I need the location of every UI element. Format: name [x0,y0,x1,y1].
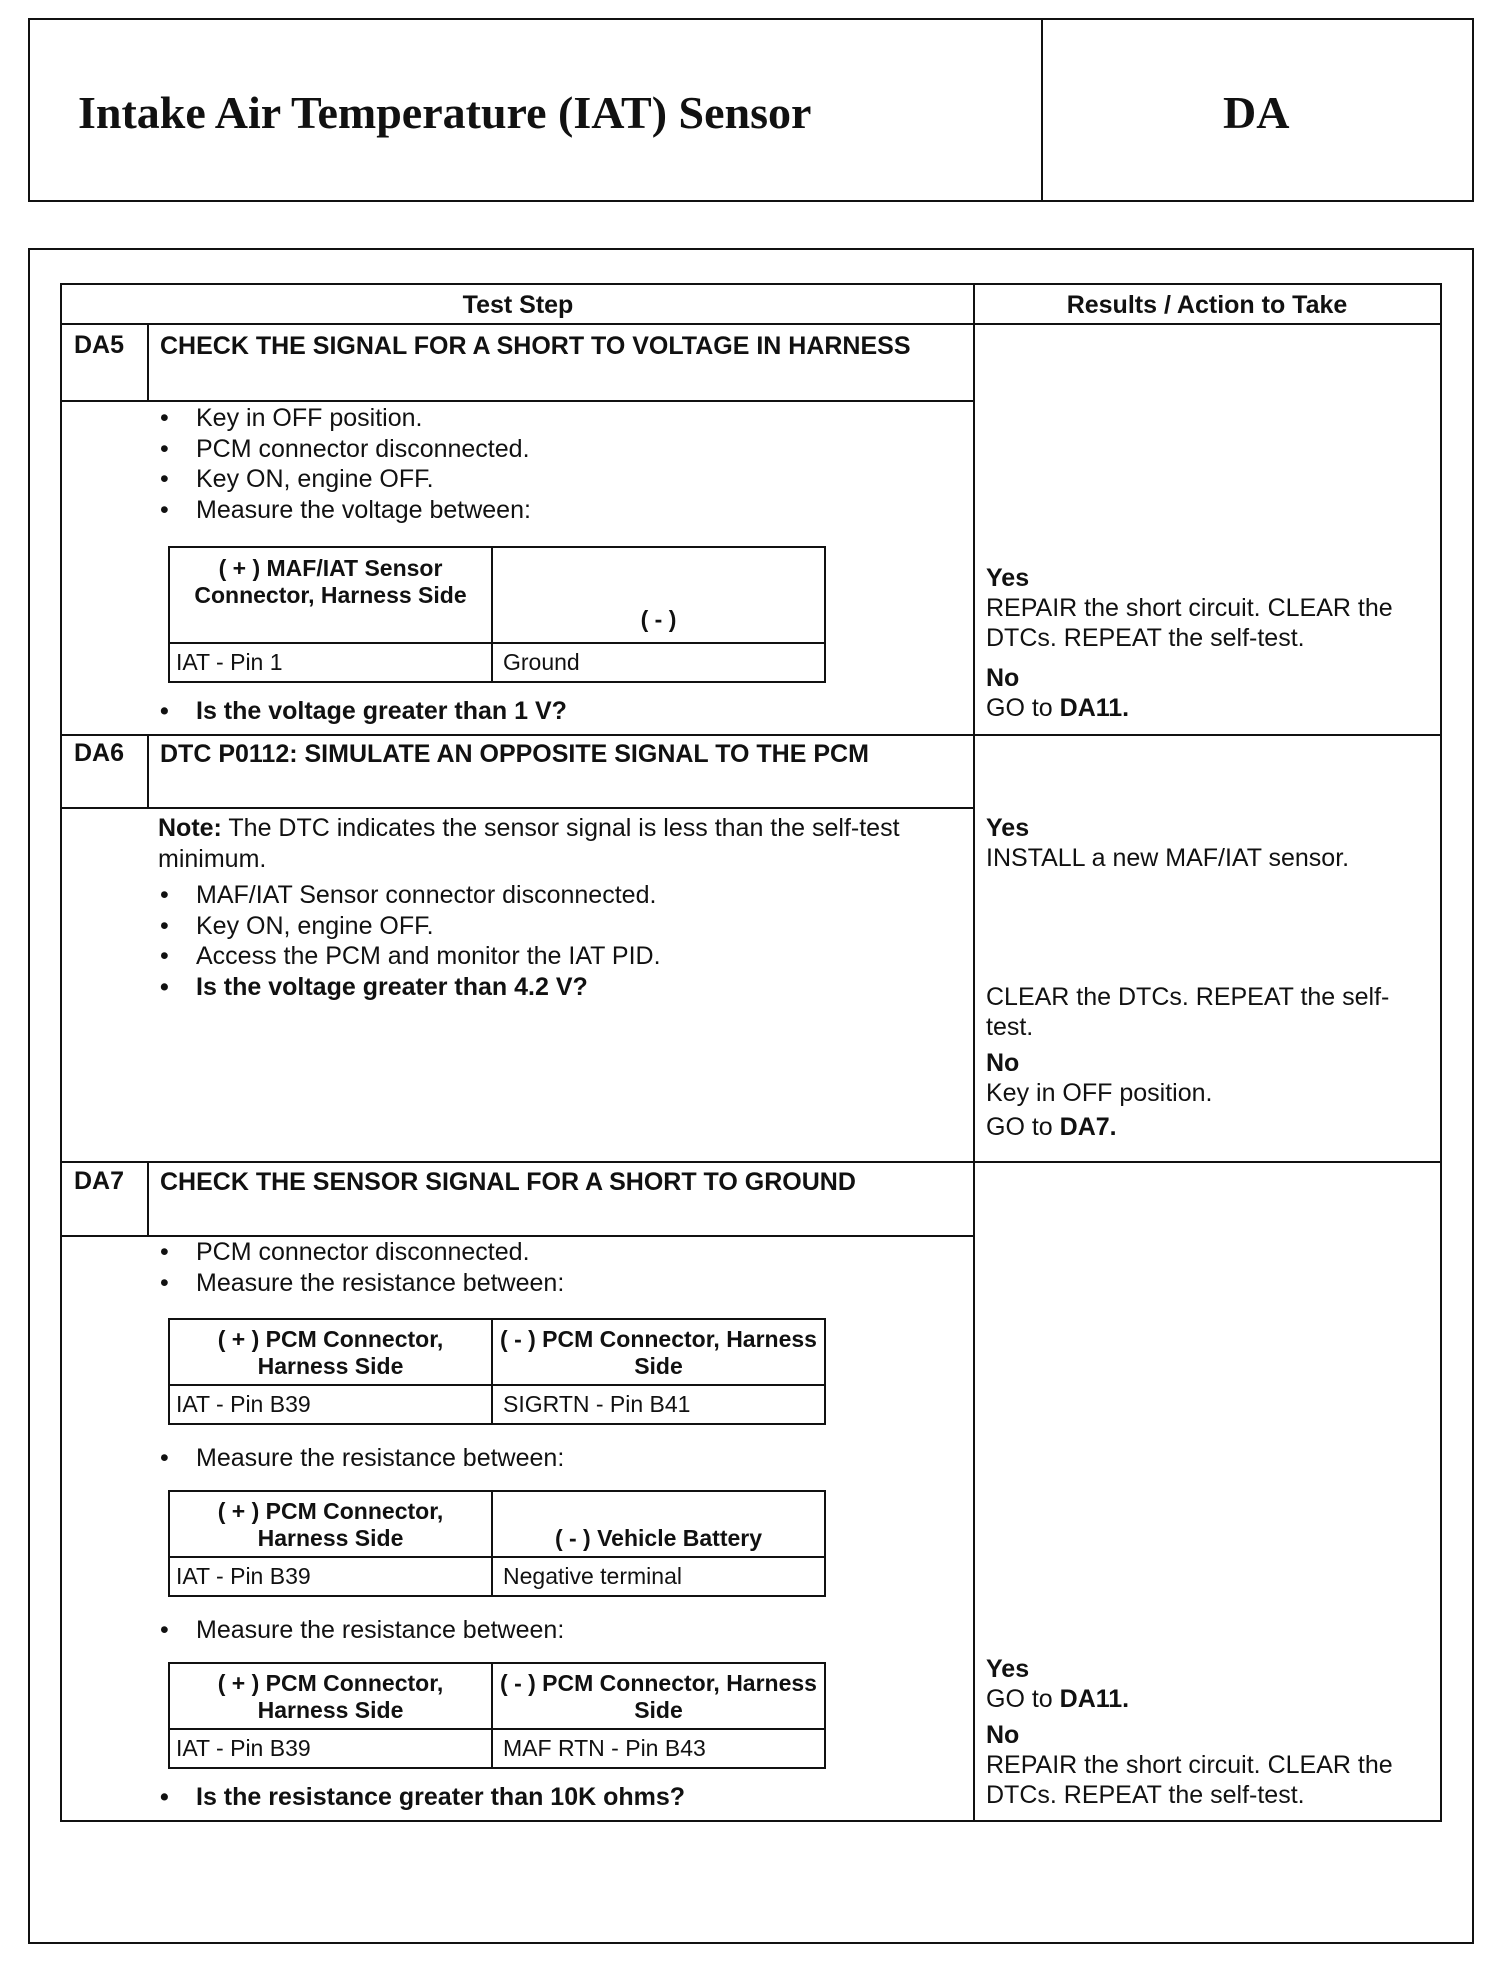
result-no-action [986,693,1406,723]
result-no-label: No [986,1721,1020,1749]
list-item: • PCM connector disconnected. [154,434,531,465]
id-divider [147,1161,149,1235]
question: • Is the resistance greater than 10K ohms? [154,1782,685,1813]
measurement-table [168,546,826,683]
result-no-ref: DA7. [1059,1113,1117,1141]
meas-header-positive: ( + ) PCM Connector, Harness Side [170,1664,493,1728]
meas-cell-negative: Ground [503,649,580,675]
step-da6-results [986,813,1406,873]
section-code: DA [1223,87,1290,138]
step-id: DA5 [74,331,125,359]
step-da5-question [154,696,567,727]
note-text: The DTC indicates the sensor signal is less than the self-test minimum. [158,814,900,873]
step-da5-bullets [154,403,531,525]
list-item: • MAF/IAT Sensor connector disconnected. [154,880,661,911]
result-no-text: Key in OFF position. [986,1079,1213,1107]
list-item: • Key ON, engine OFF. [154,911,661,942]
step-id: DA6 [74,739,125,767]
measurement-table [168,1662,826,1769]
step-da6-bullets [154,880,661,1002]
list-item: • PCM connector disconnected. [154,1237,564,1268]
result-no-label: No [986,664,1020,692]
step-title: CHECK THE SIGNAL FOR A SHORT TO VOLTAGE IN HARNESS [160,332,911,360]
step-da5-results [986,563,1406,723]
meas-header-positive: ( + ) MAF/IAT Sensor Connector, Harness Side [170,548,493,642]
page-title: Intake Air Temperature (IAT) Sensor [78,87,812,138]
step-separator [62,1161,1440,1163]
meas-header-negative: ( - ) Vehicle Battery [554,1525,763,1551]
meas-header-positive: ( + ) PCM Connector, Harness Side [170,1320,493,1384]
meas-header-negative: ( - ) PCM Connector, Harness Side [500,1326,817,1379]
meas-cell-positive: IAT - Pin B39 [170,1386,493,1423]
col-header-results: Results / Action to Take [974,285,1440,325]
meas-cell-positive: IAT - Pin B39 [170,1558,493,1595]
measurement-table [168,1318,826,1425]
list-item: • Key ON, engine OFF. [154,464,531,495]
step-da7-measure-2 [154,1443,564,1474]
result-no-text: REPAIR the short circuit. CLEAR the DTCs. REPEAT the self-test. [986,1751,1393,1809]
meas-cell-positive: IAT - Pin B39 [170,1730,493,1767]
meas-cell-positive: IAT - Pin 1 [170,644,493,681]
result-yes-ref: DA11. [1059,1685,1130,1713]
step-title: CHECK THE SENSOR SIGNAL FOR A SHORT TO GROUND [160,1168,856,1196]
step-da7-bullets [154,1237,564,1298]
step-id: DA7 [74,1167,125,1195]
meas-cell-negative: MAF RTN - Pin B43 [503,1735,706,1761]
result-no-label: No [986,1049,1020,1077]
list-item: • Measure the voltage between: [154,495,531,526]
step-da6-results-cont [986,982,1406,1142]
header-title-cell [30,20,1043,200]
result-yes-text: INSTALL a new MAF/IAT sensor. [986,844,1350,872]
meas-header-negative: ( - ) [640,606,677,632]
note-label: Note: [158,814,222,842]
result-yes-label: Yes [986,814,1030,842]
step-separator [62,734,1440,736]
result-no-text: GO to [986,694,1053,722]
result-yes-text-2: CLEAR the DTCs. REPEAT the self-test. [986,983,1390,1041]
list-item: • Measure the resistance between: [154,1615,564,1646]
title-separator [62,807,974,809]
question: • Is the voltage greater than 1 V? [154,696,567,727]
id-divider [147,734,149,807]
list-item: • Access the PCM and monitor the IAT PID. [154,941,661,972]
result-no-action [986,1112,1406,1142]
meas-header-negative: ( - ) PCM Connector, Harness Side [500,1670,817,1723]
list-item: • Key in OFF position. [154,403,531,434]
result-no-prefix: GO to [986,1113,1053,1141]
header-code-cell [1043,20,1472,200]
result-yes-action [986,1684,1406,1714]
meas-header-positive: ( + ) PCM Connector, Harness Side [170,1492,493,1556]
meas-cell-negative: SIGRTN - Pin B41 [503,1391,691,1417]
step-da6-note [158,813,918,874]
result-yes-text: REPAIR the short circuit. CLEAR the DTCs. REPEAT the self-test. [986,594,1393,652]
id-divider [147,325,149,400]
result-no-ref: DA11. [1059,694,1130,722]
list-item: • Measure the resistance between: [154,1443,564,1474]
meas-cell-negative: Negative terminal [503,1563,682,1589]
question: • Is the voltage greater than 4.2 V? [154,972,661,1003]
measurement-table [168,1490,826,1597]
result-yes-label: Yes [986,564,1030,592]
column-divider [973,285,975,1820]
result-yes-prefix: GO to [986,1685,1053,1713]
col-header-test-step: Test Step [62,285,974,325]
page-header [28,18,1474,202]
step-da7-measure-3 [154,1615,564,1646]
result-yes-label: Yes [986,1655,1030,1683]
step-title: DTC P0112: SIMULATE AN OPPOSITE SIGNAL TO THE PCM [160,740,869,768]
step-da7-question [154,1782,685,1813]
list-item: • Measure the resistance between: [154,1268,564,1299]
title-separator [62,400,974,402]
step-da7-results [986,1654,1406,1810]
